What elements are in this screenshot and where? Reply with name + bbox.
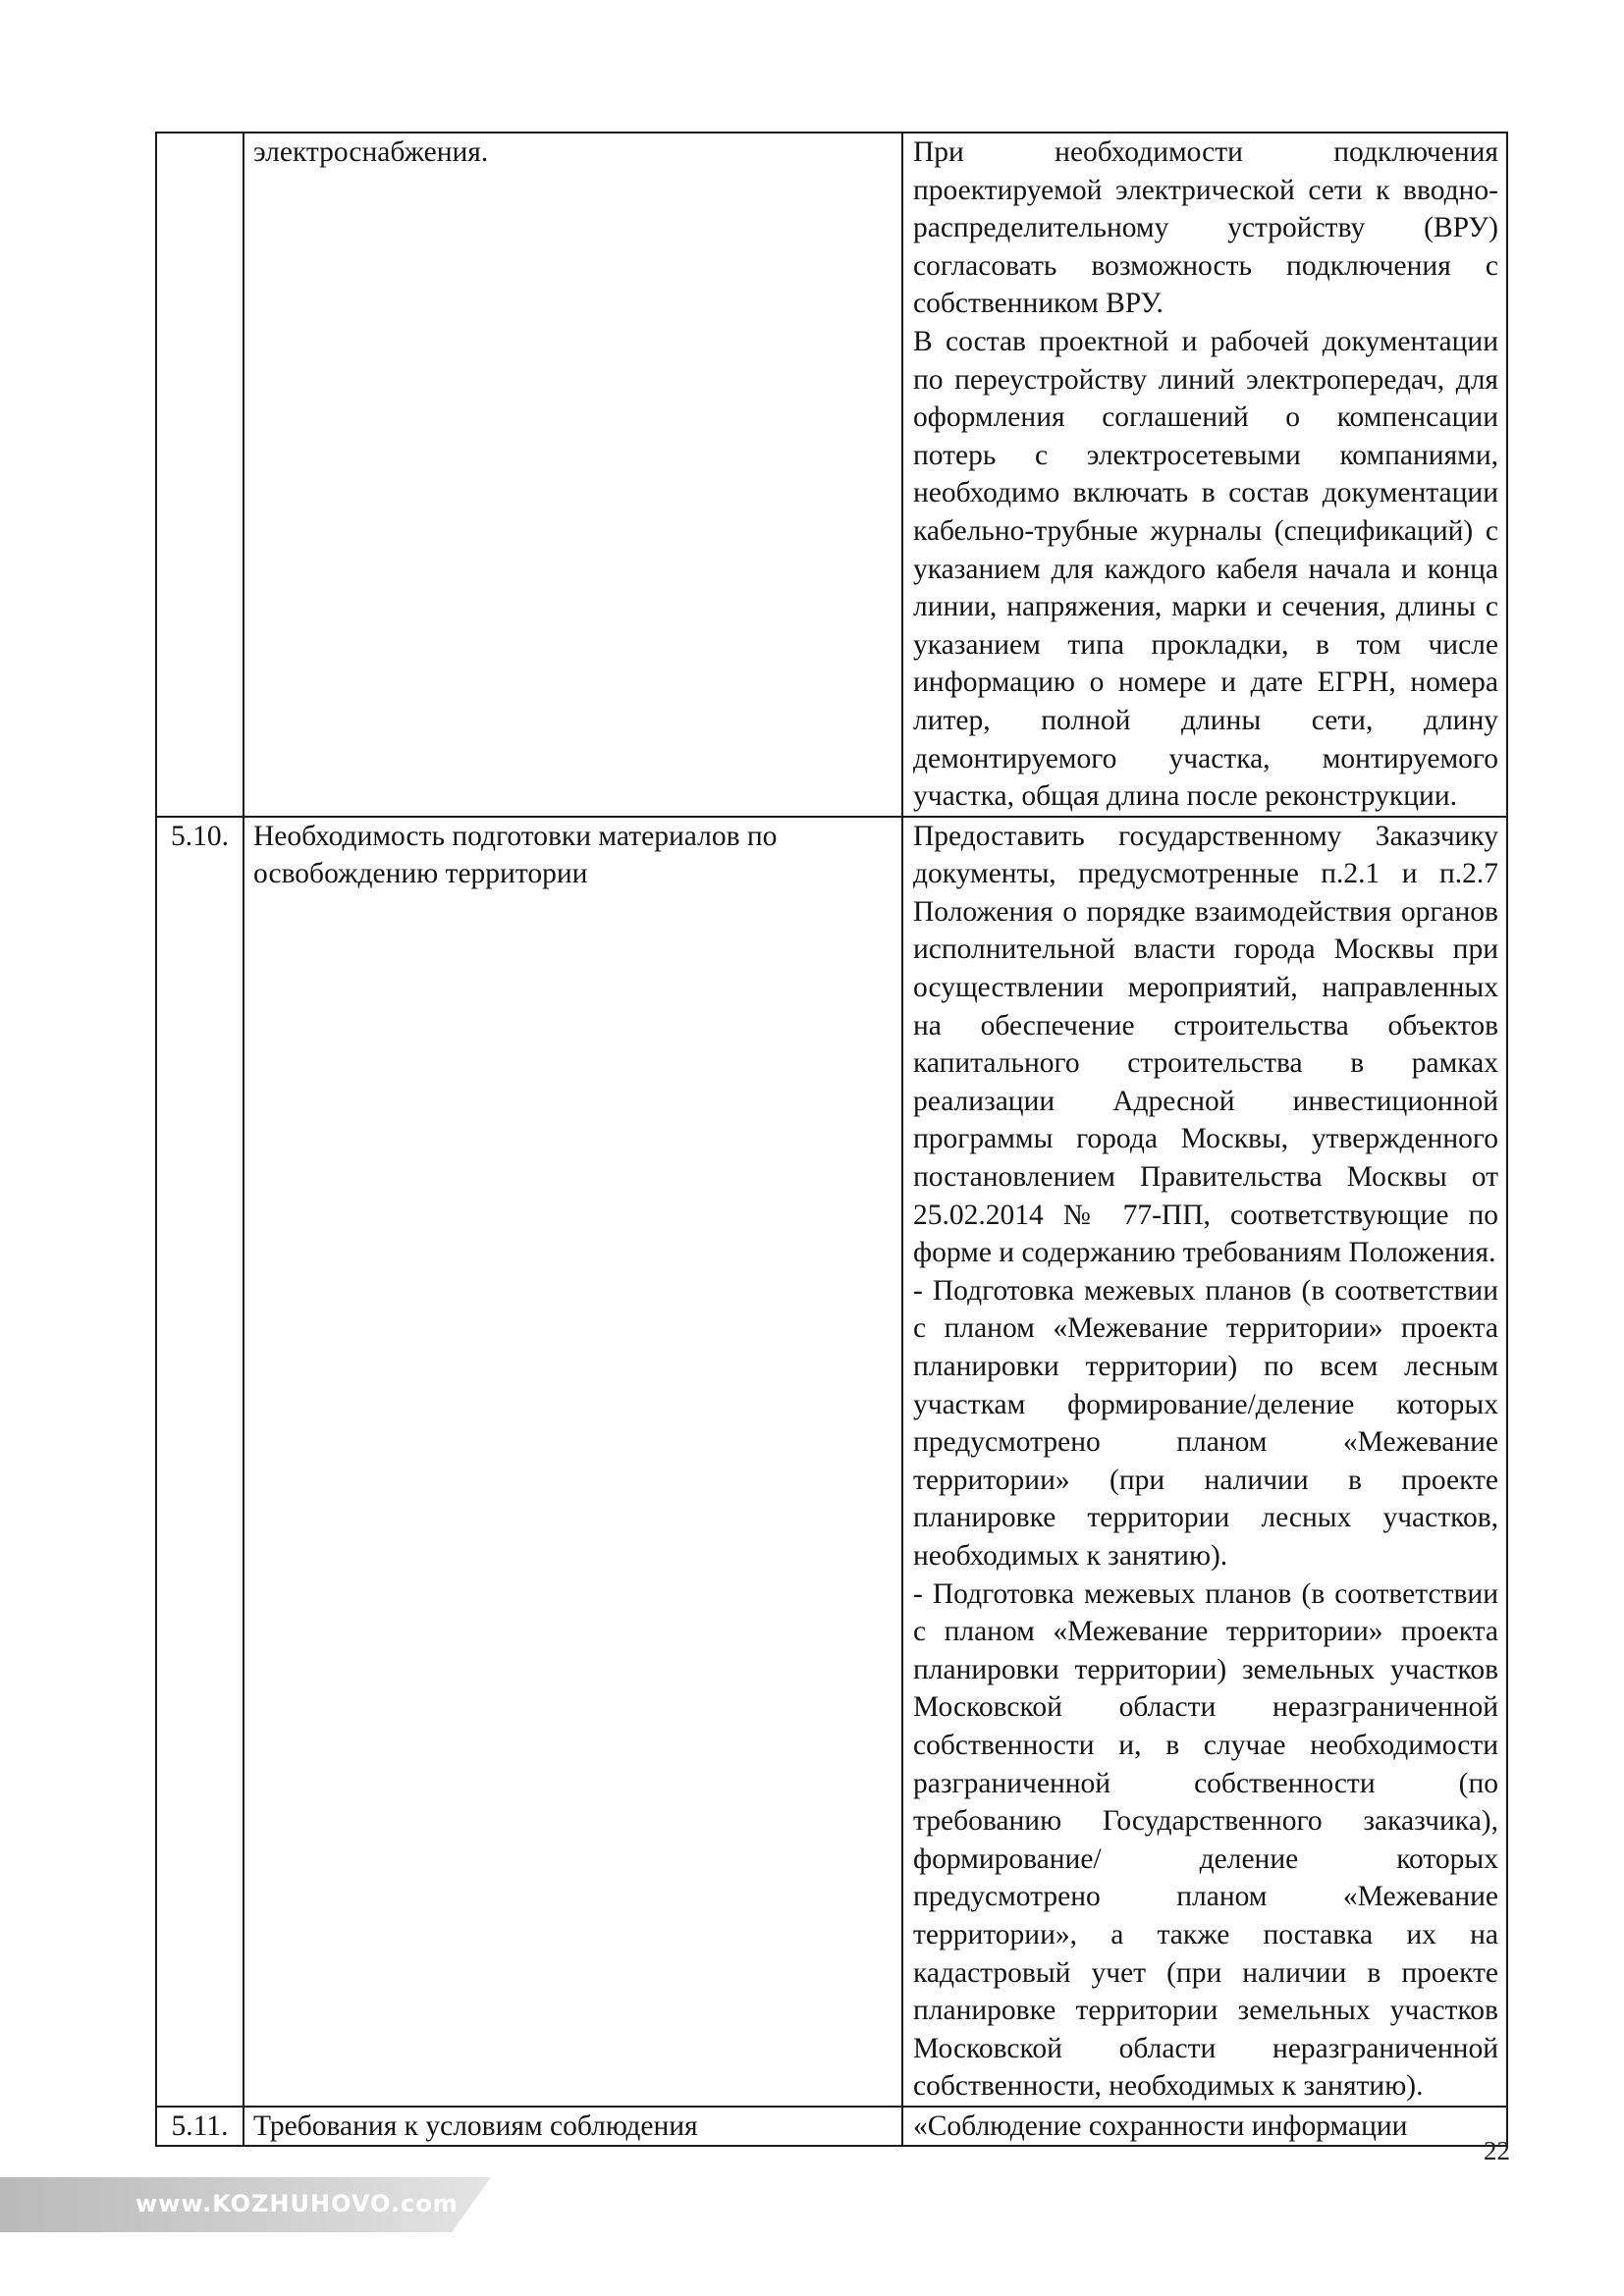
table-row <box>156 2107 1507 2147</box>
item-name-cell: Необходимость подготовки материалов по освобождению территории <box>244 817 902 2107</box>
requirement-paragraph: В состав проектной и рабочей документации по переустройству линий электропередач, для оформления соглашений о компенсации потерь с электросетевыми компаниями, необходимо включать в состав документации кабельно-трубные журналы (спецификаций) с указанием для каждого кабеля начала и конца линии, напряжения, марки и сечения, длины с указанием типа прокладки, в том числе информацию о номере и дате ЕГРН, номера литер, полной длины сети, длину демонтируемого участка, монтируемого участка, общая длина после реконструкции. <box>913 325 1498 813</box>
requirement-paragraph: - Подготовка межевых планов (в соответствии с планом «Межевание территории» проекта планировки территории) земельных участков Московской области неразграниченной собственности и, в случае необходимости разграниченной собственности (по требованию Государственного заказчика), формирование/ деление которых предусмотрено планом «Межевание территории», а также поставка их на кадастровый учет (при наличии в проекте планировке территории земельных участков Московской области неразграниченной собственности, необходимых к занятию). <box>913 1577 1498 2103</box>
page-number: 22 <box>1484 2136 1510 2165</box>
table-row <box>156 817 1507 2107</box>
requirement-paragraph: Предоставить государственному Заказчику документы, предусмотренные п.2.1 и п.2.7 Положения о порядке взаимодействия органов исполнительной власти города Москвы при осуществлении мероприятий, направленных на обеспечение строительства объектов капитального строительства в рамках реализации Адресной инвестиционной программы города Москвы, утвержденного постановлением Правительства Москвы от 25.02.2014 № 77-ПП, соответствующие по форме и содержанию требованиям Положения. <box>913 820 1498 1269</box>
requirement-paragraph: - Подготовка межевых планов (в соответствии с планом «Межевание территории» проекта планировки территории) по всем лесным участкам формирование/деление которых предусмотрено планом «Межевание территории» (при наличии в проекте планировке территории лесных участков, необходимых к занятию). <box>913 1274 1498 1572</box>
item-number-cell: 5.10. <box>156 817 244 2107</box>
item-requirement-cell <box>902 817 1507 2107</box>
item-number-cell: 5.11. <box>156 2107 244 2147</box>
item-number-cell <box>156 133 244 817</box>
item-requirement-cell <box>902 133 1507 817</box>
requirement-paragraph: «Соблюдение сохранности информации <box>913 2109 1408 2142</box>
item-name-cell: Требования к условиям соблюдения <box>244 2107 902 2147</box>
requirements-table <box>155 132 1508 2147</box>
requirement-paragraph: При необходимости подключения проектируемой электрической сети к вводно-распределительному устройству (ВРУ) согласовать возможность подключения с собственником ВРУ. <box>913 136 1498 320</box>
watermark-text: www.KOZHUHOVO.com <box>135 2190 459 2217</box>
item-requirement-cell <box>902 2107 1507 2147</box>
table-row <box>156 133 1507 817</box>
item-name-cell: электроснабжения. <box>244 133 902 817</box>
